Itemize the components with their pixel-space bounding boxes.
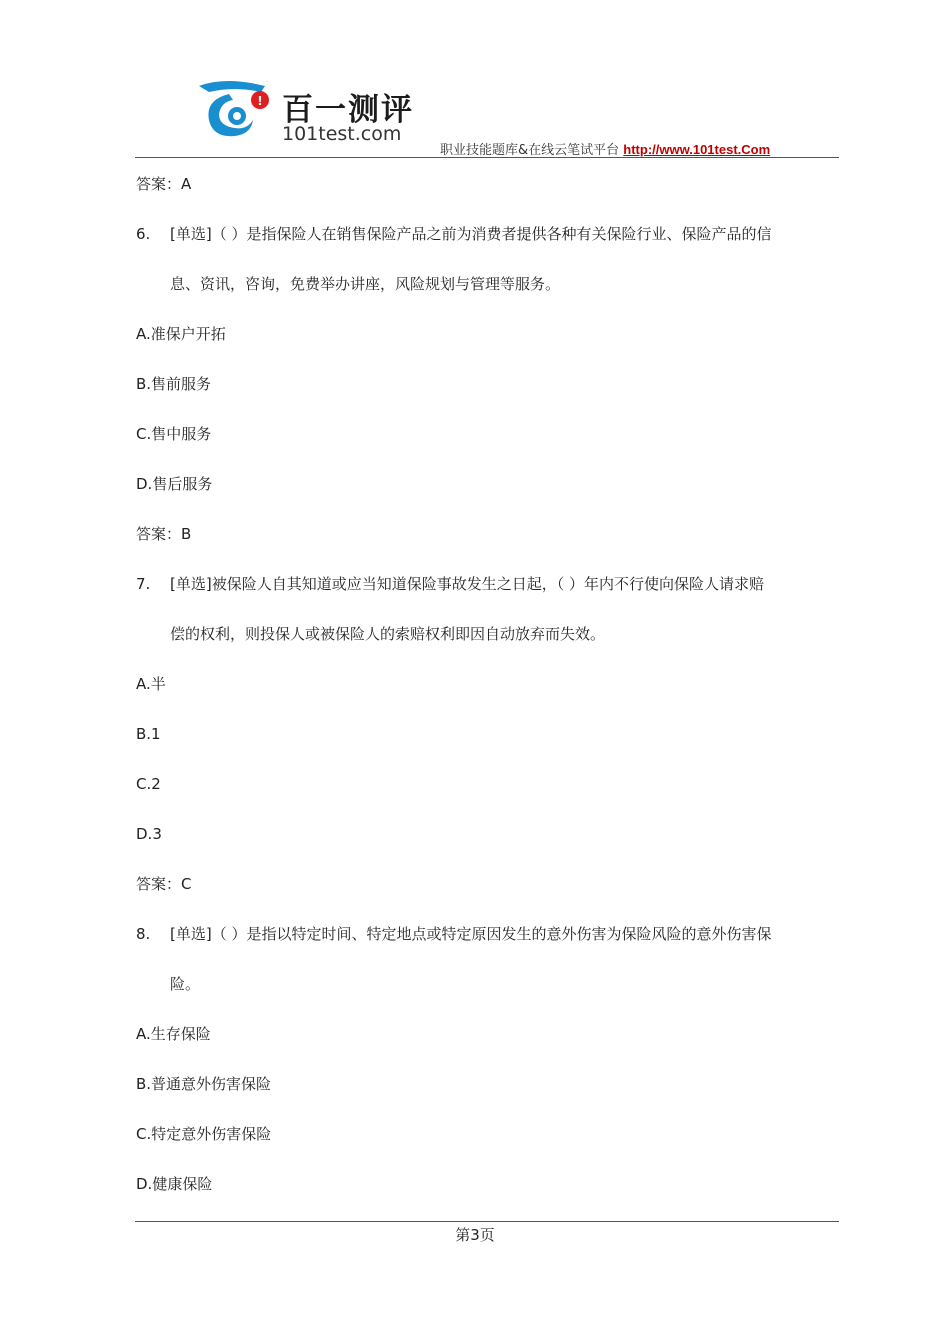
- question-text-continued: 偿的权利，则投保人或被保险人的索赔权利即因自动放弃而失效。: [170, 625, 606, 643]
- site-link[interactable]: http://www.101test.Com: [623, 142, 771, 157]
- header-divider: [135, 157, 839, 158]
- question-stem-line: [136, 920, 840, 970]
- answer-line: 答案：B: [136, 525, 192, 543]
- option-d: D.健康保险: [136, 1175, 213, 1193]
- option-c: C.售中服务: [136, 425, 212, 443]
- question-8: [136, 920, 840, 1220]
- answer-line: 答案：C: [136, 875, 192, 893]
- option-b: B.1: [136, 725, 161, 743]
- brand-name-en: 101test.com: [282, 123, 402, 145]
- option-a: A.半: [136, 675, 166, 693]
- question-number: 8.: [136, 925, 151, 943]
- footer-divider: [135, 1221, 839, 1222]
- question-6: [136, 220, 840, 570]
- option-a: A.生存保险: [136, 1025, 211, 1043]
- option-b: B.普通意外伤害保险: [136, 1075, 272, 1093]
- question-text: [单选]（ ）是指以特定时间、特定地点或特定原因发生的意外伤害为保险风险的意外伤害保: [170, 925, 772, 943]
- answer-line: 答案：A: [136, 175, 192, 193]
- question-text-continued: 险。: [170, 975, 201, 993]
- question-text-continued: 息、资讯，咨询，免费举办讲座，风险规划与管理等服务。: [170, 275, 561, 293]
- header-tagline: [440, 139, 770, 158]
- question-list: [136, 170, 840, 1220]
- question-7: [136, 570, 840, 920]
- question-stem-line: [136, 220, 840, 270]
- question-text: [单选]（ ）是指保险人在销售保险产品之前为消费者提供各种有关保险行业、保险产品的信: [170, 225, 772, 243]
- option-a: A.准保户开拓: [136, 325, 226, 343]
- question-number: 7.: [136, 575, 151, 593]
- question-stem-line: [136, 570, 840, 620]
- page-number: 第3页: [455, 1226, 495, 1244]
- page-header: [0, 0, 950, 160]
- question-text: [单选]被保险人自其知道或应当知道保险事故发生之日起，（ ）年内不行使向保险人请求赔: [170, 575, 764, 593]
- option-c: C.特定意外伤害保险: [136, 1125, 272, 1143]
- option-d: D.售后服务: [136, 475, 213, 493]
- option-d: D.3: [136, 825, 162, 843]
- brand-logo-icon: [195, 78, 275, 144]
- svg-text:!: !: [257, 94, 263, 108]
- question-number: 6.: [136, 225, 151, 243]
- option-b: B.售前服务: [136, 375, 212, 393]
- brand-name-cn: 百一测评: [282, 92, 414, 128]
- tagline-text: 职业技能题库&在线云笔试平台: [440, 143, 620, 158]
- option-c: C.2: [136, 775, 161, 793]
